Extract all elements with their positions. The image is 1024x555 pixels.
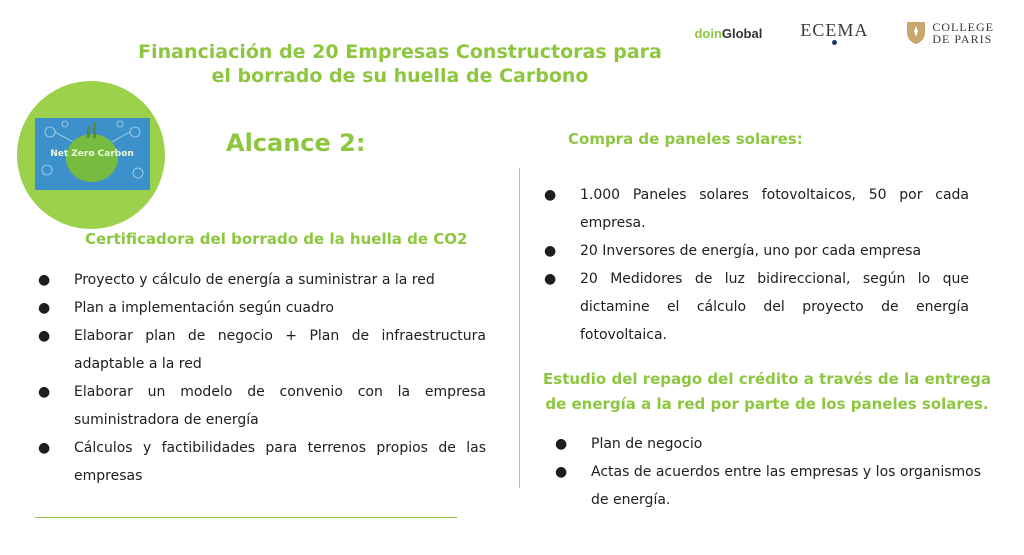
ecema-logo-dot: [832, 40, 837, 45]
logo-bar: [694, 18, 994, 48]
right-bullet-list-1: [544, 181, 969, 349]
list-item: [38, 378, 486, 434]
list-item: [555, 430, 981, 458]
net-zero-carbon-image: [35, 118, 150, 190]
bullet-icon: ●: [544, 243, 557, 259]
right-bullet-list-2: [555, 430, 981, 514]
divider-vertical: [519, 168, 520, 488]
list-item: [544, 237, 969, 265]
list-item-text: Elaborar plan de negocio + Plan de infraestructura adaptable a la red: [74, 328, 486, 372]
list-item-text: Elaborar un modelo de convenio con la empresa suministradora de energía: [74, 384, 486, 428]
list-item-text: Plan de negocio: [591, 436, 703, 452]
divider-horizontal: [35, 517, 457, 518]
bullet-icon: ●: [555, 436, 568, 452]
shield-icon: [906, 21, 926, 45]
list-item: [544, 181, 969, 237]
doinglobal-logo: [694, 26, 762, 41]
left-subheading: Certificadora del borrado de la huella de CO2: [85, 230, 468, 248]
list-item-text: Actas de acuerdos entre las empresas y los organismos de energía.: [591, 464, 981, 508]
bullet-icon: ●: [38, 300, 51, 316]
doinglobal-logo-part-b: Global: [721, 25, 763, 41]
ecema-logo: [800, 19, 869, 45]
right-heading-repago: Estudio del repago del crédito a través de la entrega de energía a la red por parte de los paneles solares.: [543, 370, 991, 413]
list-item-text: Proyecto y cálculo de energía a suministrar a la red: [74, 272, 435, 288]
bullet-icon: ●: [544, 271, 557, 287]
title-line-2: el borrado de su huella de Carbono: [211, 65, 589, 87]
college-logo-line-2: DE PARIS: [932, 32, 993, 46]
bullet-icon: ●: [555, 464, 568, 480]
college-logo-line-1: COLLEGE: [932, 20, 994, 34]
list-item-text: Cálculos y factibilidades para terrenos propios de las empresas: [74, 440, 486, 484]
ecema-logo-text: ECEMA: [800, 19, 869, 40]
section-heading-alcance: Alcance 2:: [226, 129, 366, 157]
right-heading-paneles: Compra de paneles solares:: [568, 130, 803, 148]
list-item-text: Plan a implementación según cuadro: [74, 300, 334, 316]
list-item: [38, 266, 486, 294]
bullet-icon: ●: [38, 384, 51, 400]
bullet-icon: ●: [544, 187, 557, 203]
list-item: [38, 434, 486, 490]
title-line-1: Financiación de 20 Empresas Constructoras para: [138, 41, 662, 63]
net-zero-text: Net Zero Carbon: [50, 149, 134, 159]
left-bullet-list: [38, 266, 486, 490]
bullet-icon: ●: [38, 328, 51, 344]
doinglobal-logo-part-a: doin: [694, 25, 722, 41]
bullet-icon: ●: [38, 440, 51, 456]
list-item: [38, 294, 486, 322]
list-item-text: 1.000 Paneles solares fotovoltaicos, 50 por cada empresa.: [580, 187, 969, 231]
list-item-text: 20 Inversores de energía, uno por cada empresa: [580, 243, 922, 259]
list-item: [555, 458, 981, 514]
list-item: [38, 322, 486, 378]
bullet-icon: ●: [38, 272, 51, 288]
slide-title: [120, 40, 680, 88]
list-item-text: 20 Medidores de luz bidireccional, según lo que dictamine el cálculo del proyecto de energía fotovoltaica.: [580, 271, 969, 343]
college-de-paris-logo: [906, 21, 994, 45]
list-item: [544, 265, 969, 349]
